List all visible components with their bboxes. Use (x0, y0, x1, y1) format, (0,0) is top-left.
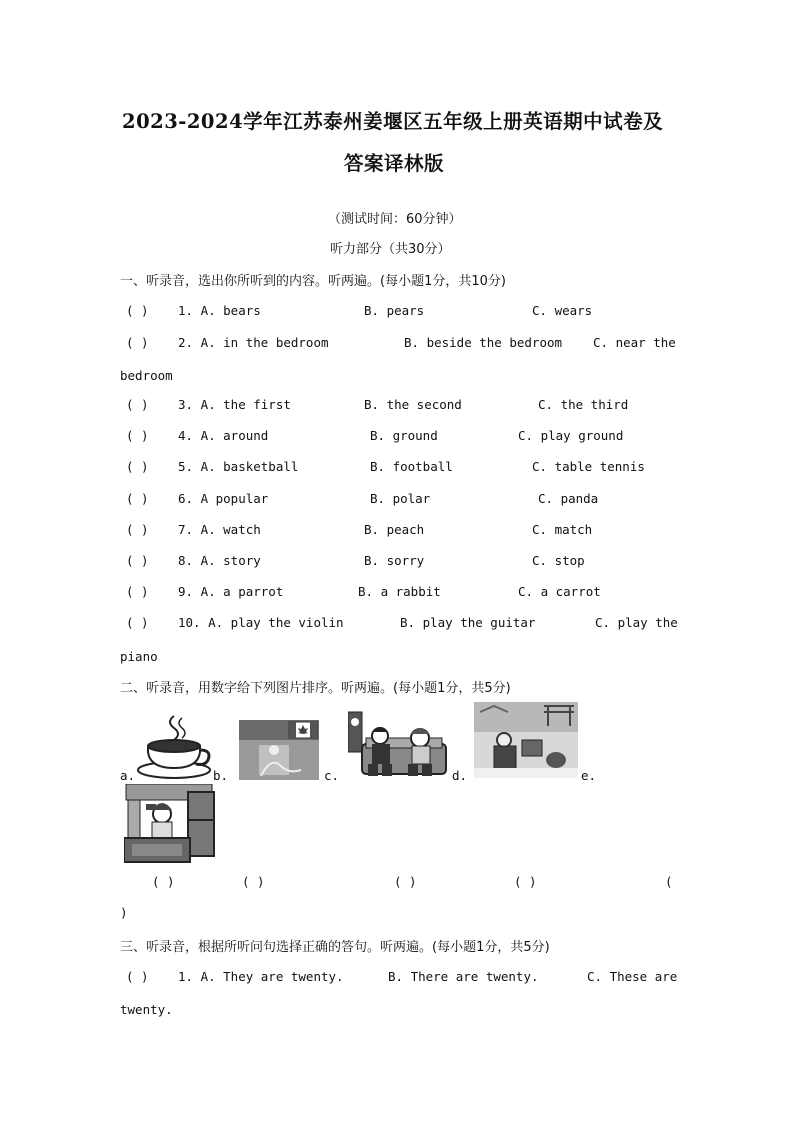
section3-heading: 三、听录音，根据所听问句选择正确的答句。听两遍。(每小题1分，共5分) (120, 940, 550, 955)
section1-heading: 一、听录音，选出你所听到的内容。听两遍。(每小题1分，共10分) (120, 274, 506, 289)
girl-kitchen-icon (124, 784, 216, 864)
answer-bracket[interactable]: ( ) (126, 459, 149, 474)
picture-label-b: b. (213, 768, 229, 783)
picture-label-c: c. (324, 768, 340, 783)
option-b: B. ground (370, 428, 438, 443)
option-b: B. sorry (364, 553, 425, 568)
option-a: 9. A. a parrot (178, 584, 284, 599)
option-b: B. There are twenty. (388, 969, 539, 984)
answer-bracket[interactable]: ( ) (126, 397, 149, 412)
doc-title-line1: 2023-2024学年江苏泰州姜堰区五年级上册英语期中试卷及 (122, 110, 664, 133)
listening-header: 听力部分（共30分） (330, 242, 451, 257)
family-sofa-icon (348, 710, 448, 780)
option-c-continued: piano (120, 649, 158, 664)
option-a: 1. A. bears (178, 303, 261, 318)
option-c-continued: twenty. (120, 1002, 173, 1017)
option-c-continued: bedroom (120, 368, 173, 383)
answer-bracket[interactable]: ( ) (126, 615, 149, 630)
option-a: 7. A. watch (178, 522, 261, 537)
answer-bracket[interactable]: ( ) (126, 969, 149, 984)
answer-bracket[interactable]: ( ) (126, 335, 149, 350)
picture-label-a: a. (120, 768, 136, 783)
answer-bracket-close: ) (120, 905, 128, 920)
option-a: 5. A. basketball (178, 459, 299, 474)
answer-bracket[interactable]: ( ) (126, 428, 149, 443)
option-b: B. peach (364, 522, 425, 537)
answer-bracket[interactable]: ( ) (126, 303, 149, 318)
option-b: B. polar (370, 491, 431, 506)
teacup-icon (134, 712, 214, 780)
option-a: 8. A. story (178, 553, 261, 568)
option-c: C. the third (538, 397, 629, 412)
option-a: 4. A. around (178, 428, 269, 443)
answer-bracket[interactable]: ( ) (152, 874, 175, 889)
option-b: B. the second (364, 397, 462, 412)
answer-bracket[interactable]: ( ) (394, 874, 417, 889)
doc-title-line2: 答案译林版 (344, 152, 445, 175)
option-b: B. play the guitar (400, 615, 536, 630)
option-a: 10. A. play the violin (178, 615, 344, 630)
answer-bracket[interactable]: ( ) (126, 522, 149, 537)
option-a: 1. A. They are twenty. (178, 969, 344, 984)
option-b: B. pears (364, 303, 425, 318)
option-c: C. play the (595, 615, 678, 630)
option-b: B. a rabbit (358, 584, 441, 599)
option-c: C. table tennis (532, 459, 645, 474)
answer-bracket[interactable]: ( ) (126, 584, 149, 599)
option-a: 3. A. the first (178, 397, 291, 412)
canada-flag-scene-icon (239, 720, 319, 780)
answer-bracket[interactable]: ( ) (126, 553, 149, 568)
answer-bracket[interactable]: ( ) (126, 491, 149, 506)
snow-scene-icon (474, 702, 578, 778)
option-c: C. These are (587, 969, 678, 984)
exam-time: （测试时间：60分钟） (328, 212, 462, 227)
option-c: C. match (532, 522, 593, 537)
option-a: 2. A. in the bedroom (178, 335, 329, 350)
option-c: C. panda (538, 491, 599, 506)
option-c: C. near the (593, 335, 676, 350)
option-c: C. stop (532, 553, 585, 568)
section2-heading: 二、听录音，用数字给下列图片排序。听两遍。(每小题1分，共5分) (120, 681, 511, 696)
picture-label-e: e. (581, 768, 597, 783)
option-b: B. beside the bedroom (404, 335, 563, 350)
option-c: C. a carrot (518, 584, 601, 599)
answer-bracket[interactable]: ( ) (242, 874, 265, 889)
option-c: C. play ground (518, 428, 624, 443)
option-c: C. wears (532, 303, 593, 318)
answer-bracket-open[interactable]: ( (665, 874, 673, 889)
option-a: 6. A popular (178, 491, 269, 506)
picture-label-d: d. (452, 768, 468, 783)
answer-bracket[interactable]: ( ) (514, 874, 537, 889)
option-b: B. football (370, 459, 453, 474)
